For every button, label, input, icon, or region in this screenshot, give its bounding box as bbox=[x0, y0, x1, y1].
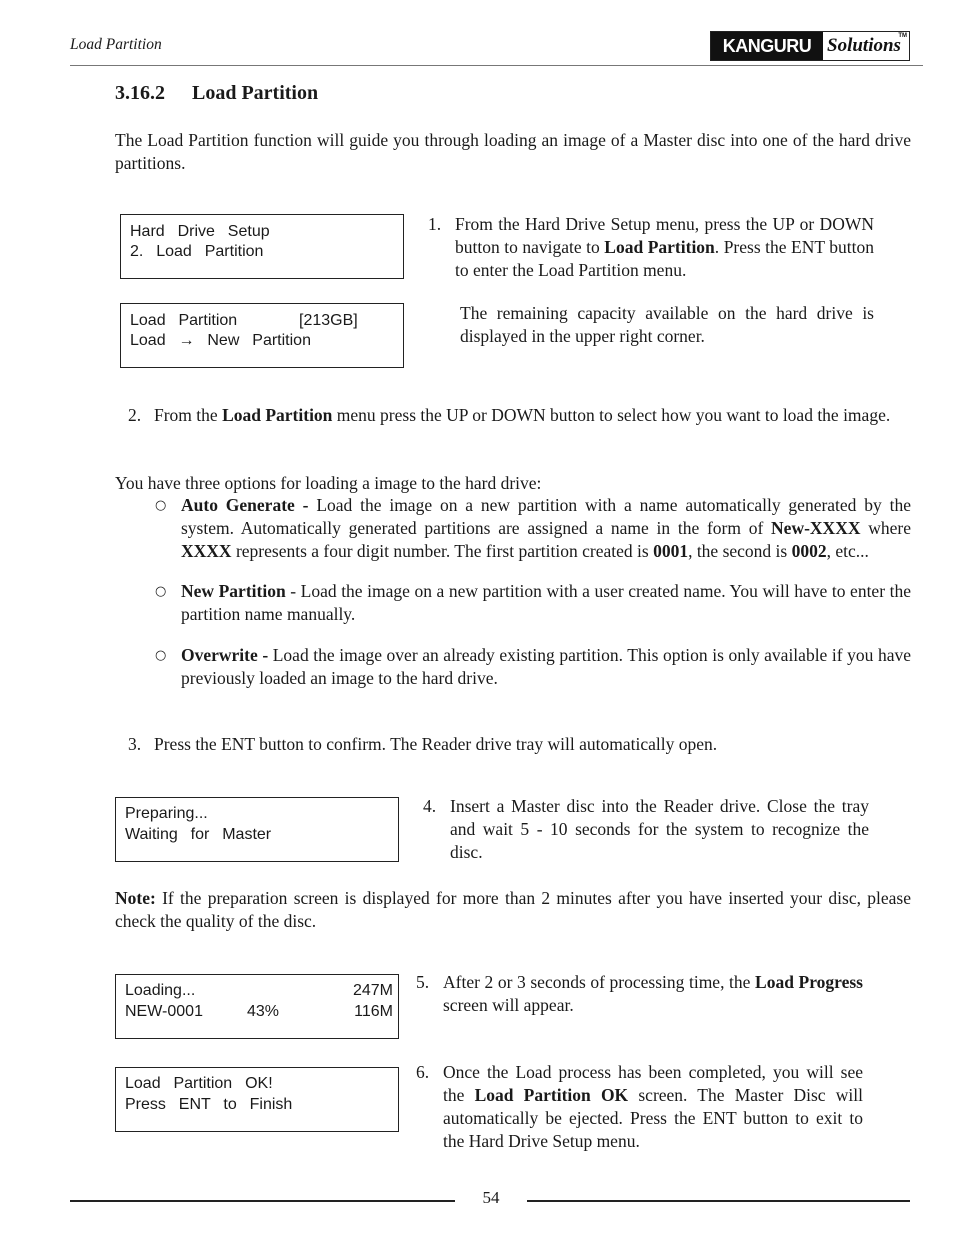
step-text: From the Load Partition menu press the UP or DOWN button to select how you want to load the image. bbox=[154, 405, 891, 425]
lcd-capacity: [213GB] bbox=[299, 312, 358, 329]
step-text: Insert a Master disc into the Reader drive. Close the tray and wait 5 - 10 seconds for the system to recognize the disc. bbox=[450, 796, 869, 862]
lcd-line-1: Load Partition bbox=[130, 312, 238, 329]
option-text: Overwrite - Load the image over an already existing partition. This option is only available if you have previously loaded an image to the hard drive. bbox=[181, 645, 912, 688]
lcd-line-2: 2. Load Partition bbox=[130, 243, 264, 260]
option-text: New Partition - Load the image on a new partition with a user created name. You will have to enter the partition name manually. bbox=[181, 581, 911, 624]
lcd-line-2: Load → New Partition bbox=[130, 332, 311, 349]
step-text: After 2 or 3 seconds of processing time, the Load Progress screen will appear. bbox=[443, 972, 863, 1015]
step-text: From the Hard Drive Setup menu, press the UP or DOWN button to navigate to Load Partition. Press the ENT button to enter the Load Partition menu. bbox=[455, 214, 874, 280]
step-4 bbox=[423, 795, 869, 865]
options-intro: You have three options for loading a image to the hard drive: bbox=[115, 473, 542, 493]
lcd-line-1: Load Partition OK! bbox=[125, 1075, 273, 1092]
footer-rule-left bbox=[70, 1200, 455, 1202]
section-title: Load Partition bbox=[192, 82, 319, 104]
lcd-loaded-size: 116M bbox=[354, 1003, 393, 1020]
step-5 bbox=[416, 971, 863, 1019]
lcd-hard-drive-setup bbox=[120, 214, 404, 279]
page-number: 54 bbox=[482, 1188, 500, 1207]
step-number: 6. bbox=[416, 1062, 430, 1082]
logo-wordmark: KANGURU bbox=[711, 32, 823, 60]
option-new-partition bbox=[155, 580, 911, 628]
lcd-load-progress bbox=[115, 974, 399, 1039]
bullet-circle-icon: ○ bbox=[155, 498, 167, 513]
step-number: 3. bbox=[128, 734, 142, 754]
logo-solutions: Solutions bbox=[827, 35, 901, 56]
option-auto-generate bbox=[155, 494, 911, 564]
bullet-circle-icon: ○ bbox=[155, 584, 167, 599]
header-divider bbox=[70, 65, 923, 66]
step-6 bbox=[416, 1061, 863, 1155]
lcd-line-1: Preparing... bbox=[125, 805, 208, 822]
lcd-line-1: Hard Drive Setup bbox=[130, 223, 270, 240]
lcd-line-2: Waiting for Master bbox=[125, 826, 272, 843]
intro-paragraph: The Load Partition function will guide you through loading an image of a Master disc into one of the hard drive partitions. bbox=[115, 130, 911, 173]
lcd-progress-percent: 43% bbox=[247, 1003, 280, 1020]
note-label: Note: bbox=[115, 888, 156, 908]
lcd-total-size: 247M bbox=[352, 982, 393, 999]
step-number: 4. bbox=[423, 796, 437, 816]
lcd-preparing bbox=[115, 797, 399, 862]
section-number: 3.16.2 bbox=[115, 82, 165, 104]
step-number: 5. bbox=[416, 972, 430, 992]
lcd-line-2: Press ENT to Finish bbox=[125, 1096, 293, 1113]
running-title: Load Partition bbox=[70, 36, 162, 53]
footer-rule-right bbox=[527, 1200, 910, 1202]
lcd-partition-name: NEW-0001 bbox=[125, 1003, 203, 1020]
note-paragraph: Note: If the preparation screen is displayed for more than 2 minutes after you have inserted your disc, please check the quality of the disc. bbox=[115, 888, 911, 931]
capacity-note: The remaining capacity available on the hard drive is displayed in the upper right corner. bbox=[460, 303, 874, 346]
step-number: 2. bbox=[128, 405, 142, 425]
step-3 bbox=[128, 733, 911, 757]
step-text: Press the ENT button to confirm. The Reader drive tray will automatically open. bbox=[154, 734, 718, 754]
lcd-load-partition-menu bbox=[120, 303, 404, 368]
step-text: Once the Load process has been completed, you will see the Load Partition OK screen. The Master Disc will automatically be ejected. Press the ENT button to exit to the Hard Drive Setup menu. bbox=[443, 1062, 863, 1151]
section-heading bbox=[115, 82, 318, 105]
step-2 bbox=[128, 404, 911, 452]
option-text: Auto Generate - Load the image on a new partition with a name automatically generated by the system. Automatically generated partitions are assigned a name in the form of New-XXXX where XXXX represents a four digit number. The first partition created is 0001, the second is 0002, etc... bbox=[181, 495, 911, 561]
logo-trademark: TM bbox=[898, 33, 907, 39]
option-overwrite bbox=[155, 644, 911, 692]
step-number: 1. bbox=[428, 214, 442, 234]
kanguru-logo bbox=[710, 31, 910, 61]
bullet-circle-icon: ○ bbox=[155, 648, 167, 663]
step-1 bbox=[428, 213, 874, 283]
lcd-load-partition-ok bbox=[115, 1067, 399, 1132]
lcd-line-1: Loading... bbox=[125, 982, 196, 999]
